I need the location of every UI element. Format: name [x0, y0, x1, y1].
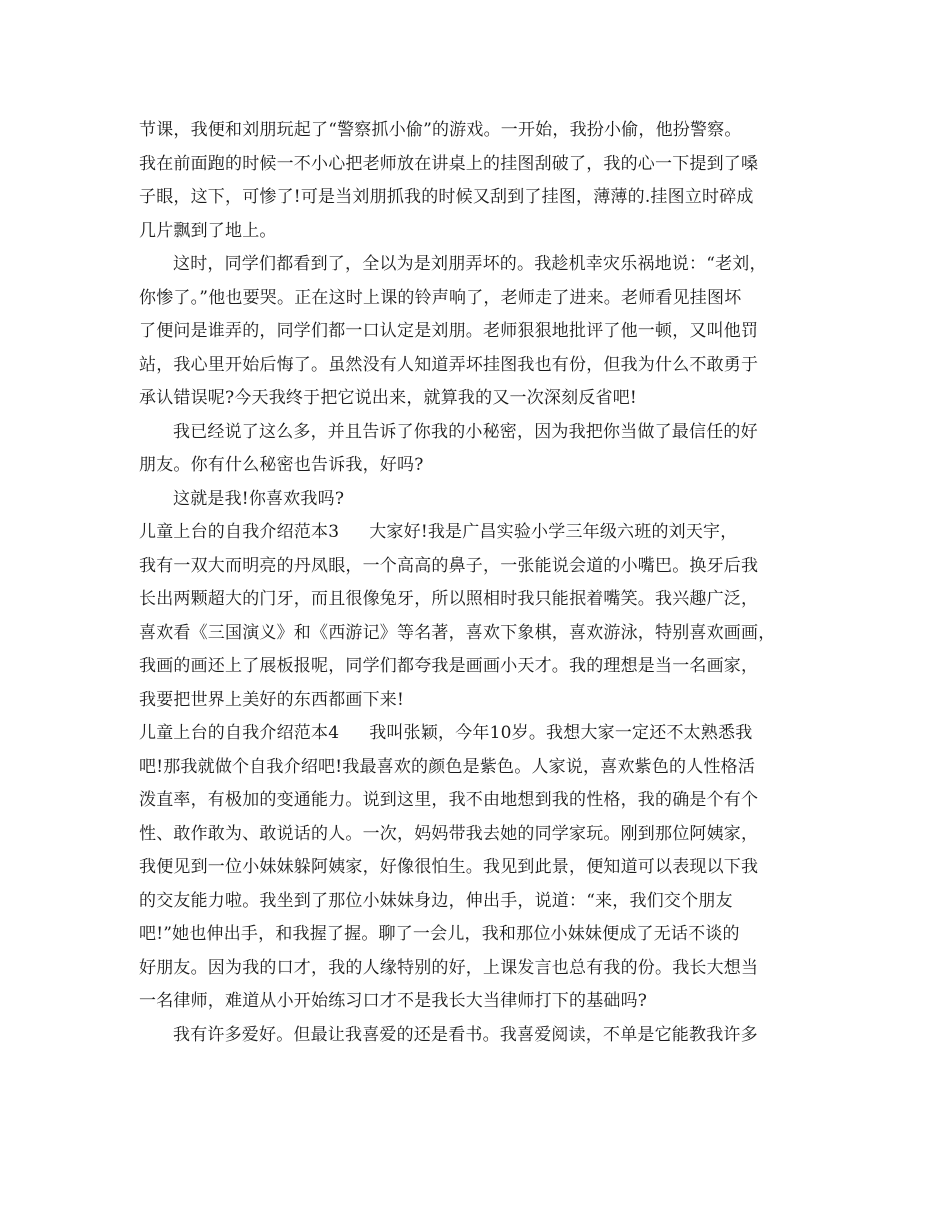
text-span: 大家好!我是广昌实验小学三年级六班的刘天宇，	[369, 522, 738, 542]
text-line: 我便见到一位小妹妹躲阿姨家，好像很怕生。我见到此景，便知道可以表现以下我	[139, 857, 759, 877]
text-line: 你惨了。”他也要哭。正在这时上课的铃声响了，老师走了进来。老师看见挂图坏	[139, 287, 742, 308]
text-line: 这时，同学们都看到了，全以为是刘朋弄坏的。我趁机幸灾乐祸地说：“老刘，	[173, 254, 767, 274]
text-line: 喜欢看《三国演义》和《西游记》等名著，喜欢下象棋，喜欢游泳，特别喜欢画画，	[139, 622, 776, 643]
text-line: 承认错误呢?今天我终于把它说出来，就算我的又一次深刻反省吧!	[139, 388, 637, 408]
text-line: 了便问是谁弄的，同学们都一口认定是刘朋。老师狠狠地批评了他一顿，又叫他罚	[139, 321, 759, 341]
text-line: 长出两颗超大的门牙，而且很像兔牙，所以照相时我只能抿着嘴笑。我兴趣广泛，	[139, 589, 759, 609]
text-line: 的交友能力啦。我坐到了那位小妹妹身边，伸出手，说道：“来，我们交个朋友	[139, 890, 733, 911]
text-line: 我要把世界上美好的东西都画下来!	[139, 689, 405, 710]
section-heading-line	[139, 516, 819, 550]
text-line: 好朋友。因为我的口才，我的人缘特别的好，上课发言也总有我的份。我长大想当	[139, 957, 759, 978]
text-line: 节课，我便和刘朋玩起了“警察抓小偷”的游戏。一开始，我扮小偷，他扮警察。	[139, 120, 742, 140]
text-line: 子眼，这下，可惨了!可是当刘朋抓我的时候又刮到了挂图，薄薄的.挂图立时碎成	[139, 187, 754, 207]
text-line: 站，我心里开始后悔了。虽然没有人知道弄坏挂图我也有份，但我为什么不敢勇于	[139, 354, 759, 375]
text-line: 几片飘到了地上。	[139, 220, 277, 241]
text-line: 我有许多爱好。但最让我喜爱的还是看书。我喜爱阅读，不单是它能教我许多	[173, 1024, 758, 1045]
section-heading-line	[139, 717, 819, 751]
text-line: 泼直率，有极加的变通能力。说到这里，我不由地想到我的性格，我的确是个有个	[139, 790, 759, 810]
text-line: 一名律师，难道从小开始练习口才不是我长大当律师打下的基础吗?	[139, 991, 648, 1011]
text-line: 性、敢作敢为、敢说话的人。一次，妈妈带我去她的同学家玩。刚到那位阿姨家，	[139, 823, 759, 844]
document-body	[139, 114, 819, 1052]
text-line: 吧!”她也伸出手，和我握了握。聊了一会儿，我和那位小妹妹便成了无话不谈的	[139, 924, 740, 944]
text-line: 朋友。你有什么秘密也告诉我，好吗?	[139, 455, 424, 475]
text-line: 吧!那我就做个自我介绍吧!我最喜欢的颜色是紫色。人家说，喜欢紫色的人性格活	[139, 756, 756, 777]
text-line: 这就是我!你喜欢我吗?	[173, 488, 345, 509]
text-line: 我在前面跑的时候一不小心把老师放在讲桌上的挂图刮破了，我的心一下提到了嗓	[139, 153, 759, 174]
text-line: 我已经说了这么多，并且告诉了你我的小秘密，因为我把你当做了最信任的好	[173, 421, 758, 442]
section-heading: 儿童上台的自我介绍范本3	[139, 522, 340, 542]
text-line: 我有一双大而明亮的丹凤眼，一个高高的鼻子，一张能说会道的小嘴巴。换牙后我	[139, 555, 759, 576]
section-heading: 儿童上台的自我介绍范本4	[139, 723, 340, 743]
text-span: 我叫张颖，今年10岁。我想大家一定还不太熟悉我	[369, 723, 753, 743]
text-line: 我画的画还上了展板报呢，同学们都夸我是画画小天才。我的理想是当一名画家，	[139, 656, 759, 676]
